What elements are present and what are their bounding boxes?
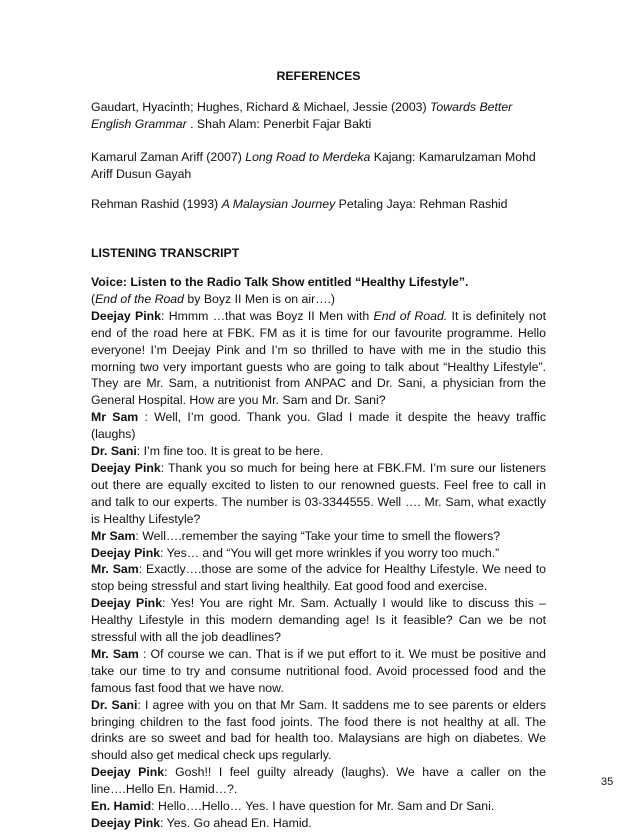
transcript-note: (End of the Road by Boyz II Men is on air….) [91, 291, 336, 306]
reference-publisher: Petaling Jaya: Rehman Rashid [335, 197, 508, 211]
reference-authors: Rehman Rashid (1993) [91, 197, 222, 211]
page-number: 35 [601, 776, 614, 788]
speaker-name: Mr. Sam [91, 562, 139, 577]
speaker-name: Mr Sam [91, 528, 136, 543]
transcript-intro: Voice: Listen to the Radio Talk Show entitled “Healthy Lifestyle”. [91, 275, 469, 289]
dialogue-line: Deejay Pink: Yes! You are right Mr. Sam. Actually I would like to discuss this – Healthy Lifestyle in this modern demanding age! Is it feasible? Can we be not stressful with all the job deadlines? [91, 596, 546, 645]
dialogue-line: Deejay Pink: Thank you so much for being here at FBK.FM. I’m sure our listeners out there are equally excited to listen to our renowned guests. Feel free to call in and talk to our experts. The number is 03-3344555. Well …. Mr. Sam, what exactly is Healthy Lifestyle? [91, 460, 546, 526]
transcript-heading: LISTENING TRANSCRIPT [91, 246, 240, 260]
speaker-name: Dr. Sani [91, 697, 138, 712]
speaker-name: Dr. Sani [91, 444, 137, 459]
reference-entry [91, 149, 546, 183]
dialogue-line: En. Hamid: Hello….Hello… Yes. I have question for Mr. Sam and Dr Sani. [91, 799, 495, 814]
reference-authors: Kamarul Zaman Ariff (2007) [91, 150, 246, 164]
dialogue-line: Deejay Pink: Hmmm …that was Boyz II Men with End of Road. It is definitely not end of the road here at FBK. FM as it is time for our favourite programme. Hello everyone! I’m Deejay Pink and I’m so thrilled to have with me in the studio this morning two very important guests who are going to talk about “Healthy Lifestyle”. They are Mr. Sam, a nutritionist from ANPAC and Dr. Sani, a physician from the General Hospital. How are you Mr. Sam and Dr. Sani? [91, 308, 546, 408]
reference-book-title: Long Road to Merdeka [245, 150, 371, 164]
reference-publisher: . Shah Alam: Penerbit Fajar Bakti [186, 117, 372, 131]
dialogue-line: Mr. Sam : Of course we can. That is if we put effort to it. We must be positive and take our time to try and consume nutritional food. Avoid processed food and the famous fast food that we have now. [91, 646, 546, 695]
dialogue-line: Deejay Pink: Gosh!! I feel guilty already (laughs). We have a caller on the line….Hello En. Hamid…?. [91, 765, 546, 797]
speaker-name: Deejay Pink [91, 308, 161, 323]
dialogue-line: Mr. Sam: Exactly….those are some of the advice for Healthy Lifestyle. We need to stop being stressful and start living healthily. Eat good food and exercise. [91, 562, 546, 594]
speaker-name: Deejay Pink [91, 545, 161, 560]
dialogue-line: Dr. Sani: I agree with you on that Mr Sam. It saddens me to see parents or elders bringing children to the fast food joints. The food there is not healthy at all. The drinks are so sweet and bad for health too. Malaysians are high on diabetes. We should also get medical check ups regularly. [91, 697, 546, 763]
dialogue-line: Dr. Sani: I’m fine too. It is great to be here. [91, 444, 324, 459]
reference-book-title: Towards Better English Grammar [91, 100, 513, 131]
speaker-name: Deejay Pink [91, 460, 161, 475]
reference-authors: Gaudart, Hyacinth; Hughes, Richard & Michael, Jessie (2003) [91, 100, 431, 114]
speaker-name: En. Hamid [91, 799, 152, 814]
dialogue-line: Deejay Pink: Yes… and “You will get more wrinkles if you worry too much.” [91, 545, 500, 560]
reference-entry [91, 99, 546, 133]
speaker-name: Mr. Sam [91, 646, 139, 661]
transcript-body [91, 274, 546, 832]
dialogue-line: Mr Sam : Well, I’m good. Thank you. Glad I made it despite the heavy traffic (laughs) [91, 410, 546, 442]
reference-entry [91, 196, 546, 213]
dialogue-line: Mr Sam: Well….remember the saying “Take your time to smell the flowers? [91, 528, 501, 543]
speaker-name: Deejay Pink [91, 596, 163, 611]
dialogue-line: Deejay Pink: Yes. Go ahead En. Hamid. [91, 816, 312, 830]
references-heading: REFERENCES [276, 69, 361, 83]
reference-publisher: Kajang: Kamarulzaman Mohd Ariff Dusun Gayah [91, 150, 536, 181]
speaker-name: Mr Sam [91, 410, 139, 425]
reference-book-title: A Malaysian Journey [221, 197, 336, 211]
speaker-name: Deejay Pink [91, 765, 165, 780]
speaker-name: Deejay Pink [91, 816, 161, 830]
